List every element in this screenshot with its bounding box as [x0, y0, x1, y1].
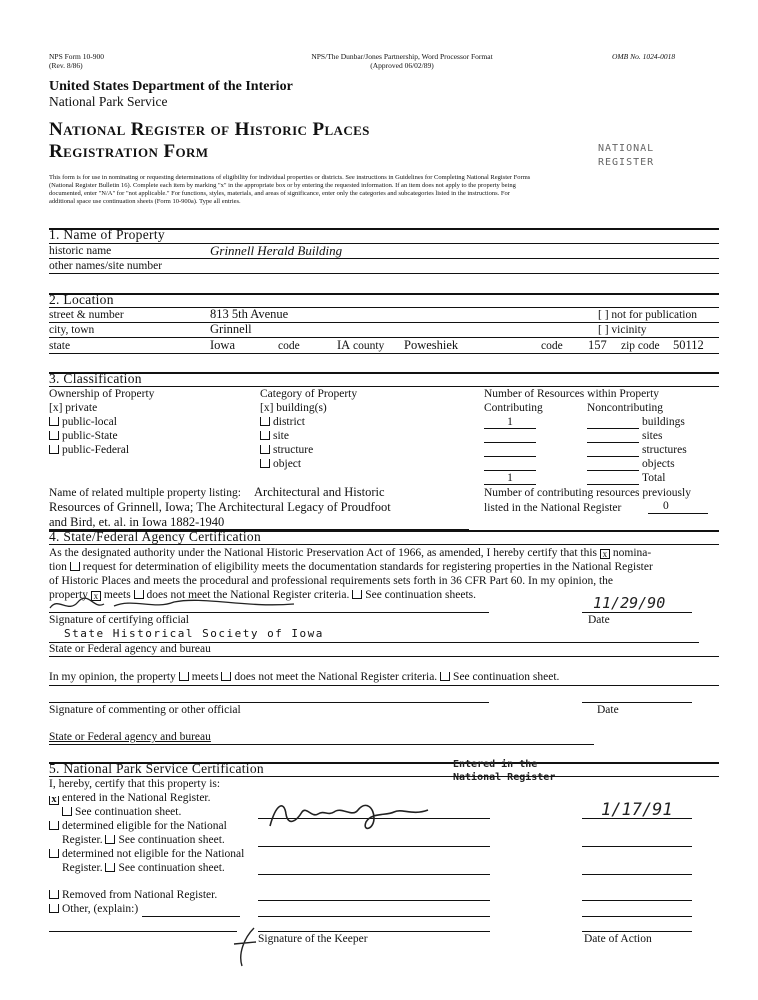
noncontrib-structures[interactable] [587, 444, 639, 457]
state-code-label: code [278, 340, 300, 352]
form-title: National Register of Historic Places [49, 119, 370, 140]
cert-date-label: Date [588, 614, 610, 626]
noncontrib-objects[interactable] [587, 458, 639, 471]
category-site-label: site [273, 430, 289, 442]
section-3-heading: 3. Classification [49, 371, 142, 386]
county-code-label: code [541, 340, 563, 352]
keeper-signature-label: Signature of the Keeper [258, 933, 368, 945]
contrib-total[interactable]: 1 [484, 472, 536, 485]
nps-not-eligible-label: determined not eligible for the National [62, 848, 245, 860]
multiple-listing-label: Name of related multiple property listing: [49, 487, 241, 499]
county-label: county [353, 340, 385, 352]
commenting-date-rule [582, 702, 692, 703]
state-value[interactable]: Iowa [210, 338, 235, 352]
form-revision: (Rev. 8/86) [49, 61, 83, 70]
agency-name: National Park Service [49, 94, 168, 109]
contrib-structures[interactable] [484, 444, 536, 457]
checkbox-icon [49, 904, 59, 913]
category-site[interactable] [260, 430, 289, 443]
nps-eligible-continuation-label: See continuation sheet. [118, 834, 225, 846]
category-object-label: object [273, 458, 302, 470]
checkbox-icon [49, 445, 59, 454]
nps-removed[interactable] [49, 889, 217, 902]
nps-not-eligible-register[interactable] [62, 862, 225, 875]
keeper-date-line-3 [582, 874, 692, 875]
section-3-heading-rule [49, 386, 719, 387]
nps-eligible-register[interactable] [62, 834, 225, 847]
checkbox-icon [105, 835, 115, 844]
checkbox-icon [260, 459, 270, 468]
cert-text-4d: See continuation sheets. [365, 589, 477, 601]
noncontrib-sites[interactable] [587, 430, 639, 443]
checkbox-icon [49, 890, 59, 899]
contrib-buildings[interactable]: 1 [484, 416, 536, 429]
cert-text-1b: nomina- [612, 547, 652, 559]
agency-bottom-rule [49, 656, 719, 657]
keeper-sig-line-3 [258, 874, 490, 875]
not-for-publication[interactable]: [ ] not for publication [598, 309, 698, 321]
agency-2-rule [49, 744, 594, 745]
opinion-meets-checkbox[interactable] [179, 672, 189, 681]
previously-listed-value[interactable] [648, 500, 708, 514]
keeper-date-line-4 [582, 900, 692, 901]
nomination-checkbox[interactable]: x [600, 549, 610, 559]
keeper-sig-line-5 [258, 916, 490, 917]
opinion-a: In my opinion, the property [49, 671, 176, 683]
category-heading: Category of Property [260, 388, 358, 400]
meets-checkbox[interactable]: x [91, 591, 101, 601]
cert-text-line-1 [49, 547, 651, 560]
ownership-public-state-label: public-State [62, 430, 118, 442]
nps-eligible-label: determined eligible for the National [62, 820, 227, 832]
street-rule [49, 322, 719, 323]
historic-name-value[interactable]: Grinnell Herald Building [210, 243, 343, 258]
nps-other[interactable] [49, 903, 138, 916]
continuation-checkbox[interactable] [352, 590, 362, 599]
street-value[interactable]: 813 5th Avenue [210, 307, 289, 321]
previously-listed-line-1: Number of contributing resources previously [484, 487, 691, 499]
nps-entered-continuation[interactable] [62, 806, 181, 819]
nps-eligible[interactable] [49, 820, 227, 833]
category-structure-label: structure [273, 444, 314, 456]
multiple-listing-line-2[interactable]: Resources of Grinnell, Iowa; The Architectural Legacy of Proudfoot [49, 500, 391, 514]
street-label: street & number [49, 309, 124, 321]
approval-line: (Approved 06/02/89) [370, 61, 434, 70]
noncontributing-heading: Noncontributing [587, 402, 664, 414]
section-5-heading-rule [49, 776, 719, 777]
nps-entered[interactable] [49, 792, 211, 805]
checkmark-icon: x [49, 796, 59, 805]
state-code-value[interactable]: IA [337, 338, 351, 352]
ownership-private[interactable]: [x] private [49, 402, 98, 414]
cert-text-line-3: of Historic Places and meets the procedural and professional requirements sets forth in 36 CFR Part 60. In my opinion, the [49, 575, 614, 587]
section-2-top-rule [49, 293, 719, 295]
noncontrib-buildings[interactable] [587, 416, 639, 429]
nps-removed-label: Removed from National Register. [62, 889, 218, 901]
agency-label-2: State or Federal agency and bureau [49, 731, 211, 743]
cert-signature-rule [49, 612, 489, 613]
noncontrib-total[interactable] [587, 472, 639, 485]
cert-date-value[interactable]: 11/29/90 [593, 594, 666, 612]
cert-text-line-2 [49, 561, 653, 574]
entered-stamp-1: Entered in the [453, 759, 538, 770]
instructions-4: additional space use continuation sheets (Form 10-900a). Type all entries. [49, 198, 241, 205]
county-code-value[interactable]: 157 [588, 338, 607, 352]
ownership-public-federal[interactable] [49, 444, 129, 457]
nps-not-eligible-continuation-label: See continuation sheet. [118, 862, 225, 874]
state-label: state [49, 340, 71, 352]
section-1-heading-rule [49, 243, 719, 244]
section-5-heading: 5. National Park Service Certification [49, 761, 264, 776]
nps-eligible-register-label: Register. [62, 834, 103, 846]
category-object[interactable] [260, 458, 301, 471]
opinion-does-not-meet-checkbox[interactable] [221, 672, 231, 681]
commenting-signature-rule [49, 702, 489, 703]
historic-name-rule [49, 258, 719, 259]
checkbox-icon [49, 417, 59, 426]
previously-listed-number: 0 [663, 500, 669, 512]
action-date-label: Date of Action [584, 933, 652, 945]
section-4-heading-rule [49, 544, 719, 545]
commenting-date-label: Date [597, 704, 619, 716]
checkbox-icon [62, 807, 72, 816]
received-stamp: NATIONAL [598, 143, 655, 154]
form-number: NPS Form 10-900 [49, 52, 105, 61]
vicinity-checkbox[interactable]: [ ] vicinity [598, 324, 647, 336]
ownership-public-state[interactable] [49, 430, 118, 443]
nps-other-label: Other, (explain:) [62, 903, 139, 915]
department-name: United States Department of the Interior [49, 79, 293, 94]
keeper-signature [262, 796, 442, 836]
contributing-heading: Contributing [484, 402, 543, 414]
res-label-sites: sites [642, 430, 663, 442]
opinion-c: does not meet the National Register criteria. [234, 671, 438, 683]
checkbox-icon [49, 849, 59, 858]
action-date-rule [582, 931, 692, 932]
category-building[interactable]: [x] building(s) [260, 402, 327, 414]
previously-listed-line-2: listed in the National Register [484, 502, 622, 514]
section-1-heading: 1. Name of Property [49, 227, 165, 242]
res-label-buildings: buildings [642, 416, 685, 428]
format-line: NPS/The Dunbar/Jones Partnership, Word Processor Format [311, 52, 493, 61]
checkbox-icon [49, 821, 59, 830]
opinion-b: meets [191, 671, 219, 683]
category-structure[interactable] [260, 444, 313, 457]
omb-number: OMB No. 1024-0018 [612, 52, 676, 61]
section-2-heading-rule [49, 307, 719, 308]
county-value[interactable]: Poweshiek [404, 338, 459, 352]
keeper-left-rule [49, 931, 237, 932]
other-names-rule [49, 273, 719, 274]
state-rule [49, 353, 719, 354]
historic-name-label: historic name [49, 245, 112, 257]
res-label-structures: structures [642, 444, 687, 456]
nps-entered-label: entered in the National Register. [62, 792, 211, 804]
nps-intro: I, hereby, certify that this property is: [49, 778, 221, 790]
agency-label: State or Federal agency and bureau [49, 643, 211, 655]
keeper-date-line-5 [582, 916, 692, 917]
city-label: city, town [49, 324, 95, 336]
commenting-signature-label: Signature of commenting or other official [49, 704, 241, 716]
nps-not-eligible-register-label: Register. [62, 862, 103, 874]
nps-not-eligible[interactable] [49, 848, 244, 861]
city-rule [49, 337, 719, 338]
category-district[interactable] [260, 416, 305, 429]
contrib-objects[interactable] [484, 458, 536, 471]
request-checkbox[interactable] [70, 562, 80, 571]
cert-text-2a: tion [49, 561, 67, 573]
multiple-listing-line-3[interactable]: and Bird, et. al. in Iowa 1882-1940 [49, 515, 225, 529]
received-stamp-2: REGISTER [598, 157, 655, 168]
ownership-public-federal-label: public-Federal [62, 444, 130, 456]
contrib-sites[interactable] [484, 430, 536, 443]
cert-text-4c: does not meet the National Register criteria. [146, 589, 350, 601]
resources-heading: Number of Resources within Property [484, 388, 660, 400]
cert-text-4a: property [49, 589, 88, 601]
cert-date-rule [582, 612, 692, 613]
opinion-continuation-checkbox[interactable] [440, 672, 450, 681]
form-subtitle: Registration Form [49, 141, 209, 162]
zip-value[interactable]: 50112 [673, 338, 704, 352]
checkbox-icon [49, 431, 59, 440]
opinion-line [49, 671, 559, 684]
entered-stamp-2: National Register [453, 772, 556, 783]
category-district-label: district [273, 416, 305, 428]
cert-text-2b: request for determination of eligibility meets the documentation standards for registering properties in the National Register [82, 561, 653, 573]
opinion-rule [49, 685, 719, 686]
keeper-date-line-2 [582, 846, 692, 847]
nps-entered-continuation-label: See continuation sheet. [75, 806, 182, 818]
checkbox-icon [260, 417, 270, 426]
keeper-signature-rule [258, 931, 490, 932]
res-label-objects: objects [642, 458, 675, 470]
keeper-sig-line-4 [258, 900, 490, 901]
checkbox-icon [260, 431, 270, 440]
checkbox-icon [105, 863, 115, 872]
section-4-heading: 4. State/Federal Agency Certification [49, 529, 262, 544]
section-2-heading: 2. Location [49, 292, 114, 307]
agency-value[interactable]: State Historical Society of Iowa [64, 627, 324, 640]
res-label-total: Total [642, 472, 666, 484]
other-names-label: other names/site number [49, 260, 163, 272]
cert-signature-label: Signature of certifying official [49, 614, 189, 626]
ownership-public-local[interactable] [49, 416, 117, 429]
cert-text-1a: As the designated authority under the National Historic Preservation Act of 1966, as amended, I hereby certify that this [49, 547, 598, 559]
multiple-listing-line-1[interactable]: Architectural and Historic [254, 485, 385, 499]
instructions-2: (National Register Bulletin 16). Complete each item by marking "x" in the appropriate box or by entering the requested information. If an item does not apply to the property being [49, 182, 516, 189]
section-3-top-rule [49, 372, 719, 374]
ownership-heading: Ownership of Property [49, 388, 155, 400]
keeper-date-value[interactable]: 1/17/91 [601, 800, 673, 820]
instructions-3: documented, enter "N/A" for "not applicable." For functions, styles, materials, and areas of significance, enter only the categories and subcategories listed in the instructions. For [49, 190, 510, 197]
instructions-1: This form is for use in nominating or requesting determinations of eligibility for individual properties or districts. See instructions in Guidelines for Completing National Register Forms [49, 174, 531, 181]
checkbox-icon [260, 445, 270, 454]
opinion-d: See continuation sheet. [453, 671, 560, 683]
ownership-public-local-label: public-local [62, 416, 117, 428]
nps-other-rule [142, 916, 240, 917]
cert-text-4b: meets [103, 589, 131, 601]
zip-label: zip code [621, 340, 660, 352]
city-value[interactable]: Grinnell [210, 322, 252, 336]
keeper-sig-line-2 [258, 846, 490, 847]
